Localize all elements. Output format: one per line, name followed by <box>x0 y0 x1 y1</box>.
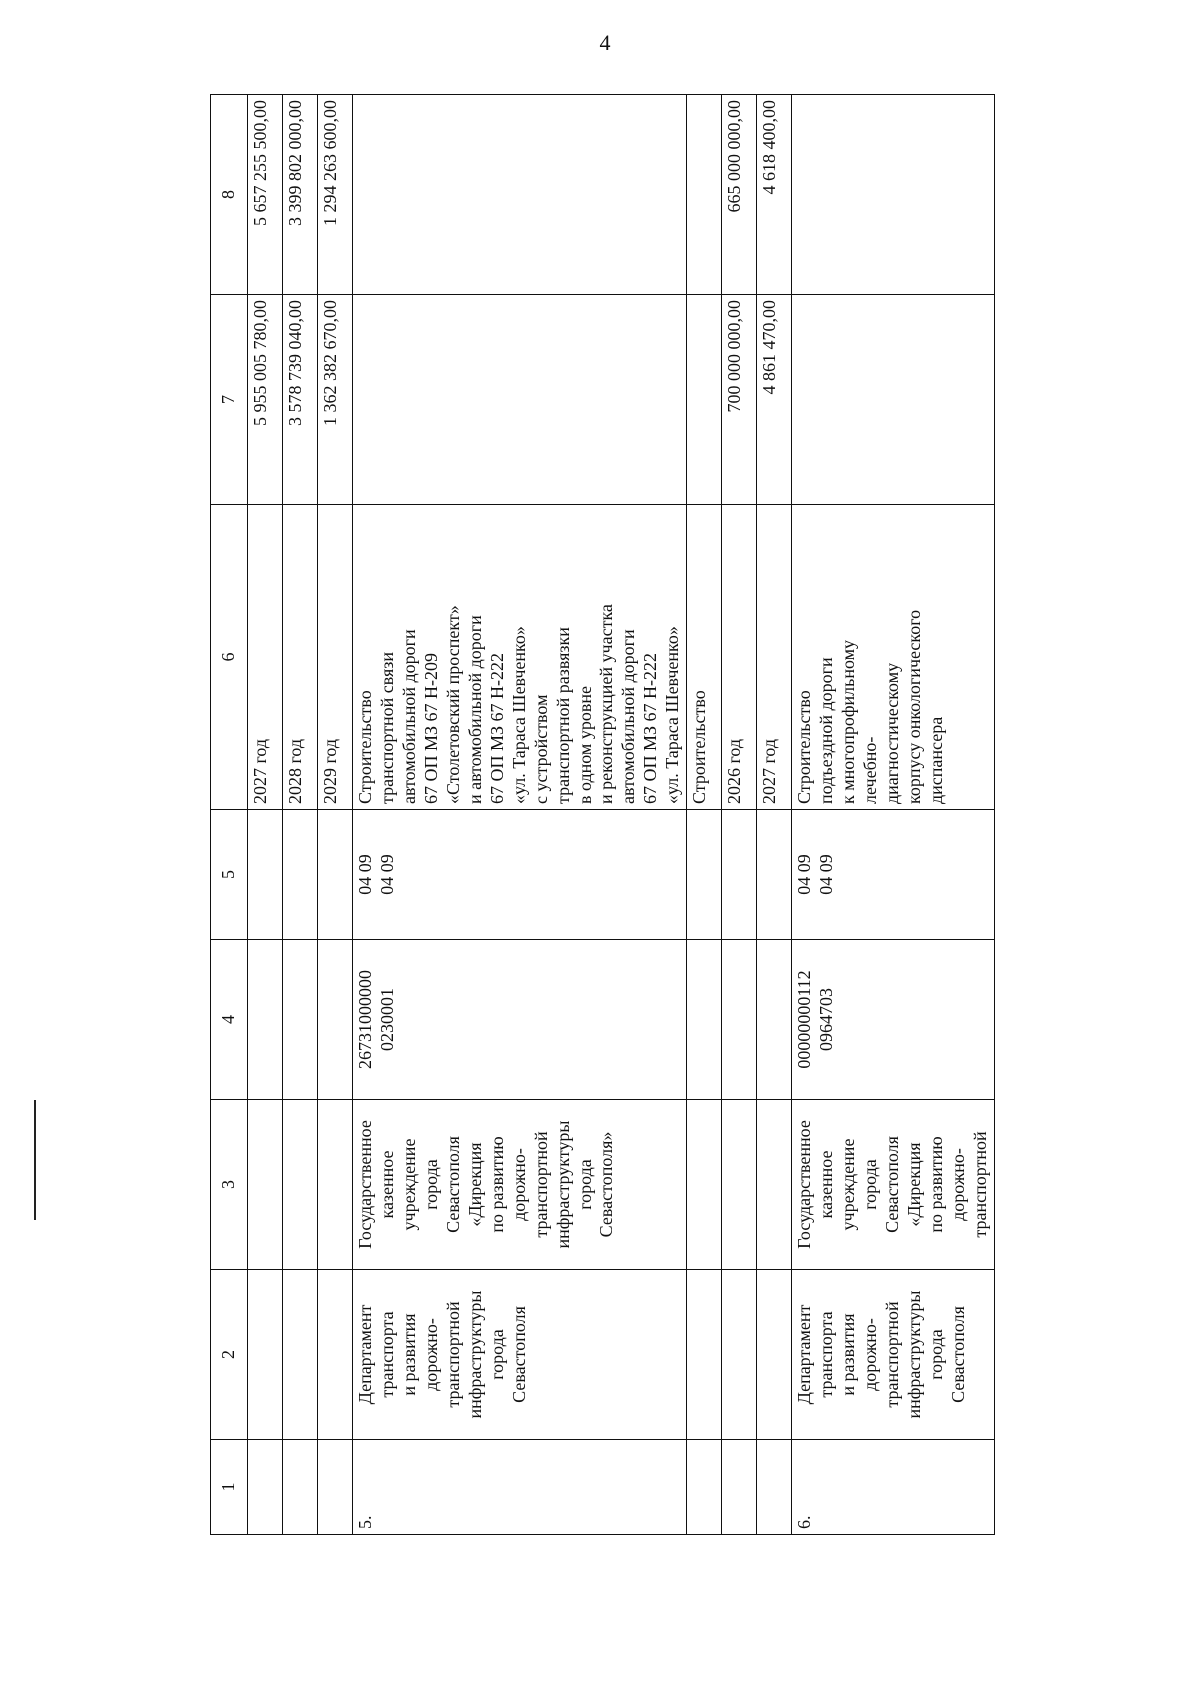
col-header-3: 3 <box>211 1100 248 1270</box>
amount-col8: 4 618 400,00 <box>757 95 792 295</box>
table-row <box>722 95 757 1535</box>
year-label: 2026 год <box>722 505 757 810</box>
budget-table <box>210 94 995 1535</box>
department-cell: Департамент транспорта и развития дорожно- транспортной инфраструктуры города Севастополя <box>792 1270 995 1440</box>
amount-col8: 1 294 263 600,00 <box>318 95 353 295</box>
col-header-2: 2 <box>211 1270 248 1440</box>
amount-col8: 665 000 000,00 <box>722 95 757 295</box>
stage-label: Строительство <box>687 505 722 810</box>
year-label: 2029 год <box>318 505 353 810</box>
department-cell: Департамент транспорта и развития дорожно- транспортной инфраструктуры города Севастополя <box>353 1270 687 1440</box>
amount-col8: 5 657 255 500,00 <box>248 95 283 295</box>
amount-col7: 3 578 739 040,00 <box>283 295 318 505</box>
rotated-table-wrapper <box>210 95 1110 1535</box>
margin-mark <box>34 1100 36 1220</box>
entry-number: 6. <box>792 1440 995 1535</box>
table-row <box>318 95 353 1535</box>
table-row <box>353 95 687 1535</box>
description-cell: Строительство подъездной дороги к многопрофильному лечебно- диагностическому корпусу онкологического диспансера <box>792 505 995 810</box>
object-code-cell: 26731000000 0230001 <box>353 940 687 1100</box>
year-label: 2027 год <box>757 505 792 810</box>
amount-col8: 3 399 802 000,00 <box>283 95 318 295</box>
col-header-8: 8 <box>211 95 248 295</box>
year-label: 2027 год <box>248 505 283 810</box>
col-header-1: 1 <box>211 1440 248 1535</box>
col-header-6: 6 <box>211 505 248 810</box>
table-row <box>757 95 792 1535</box>
col-header-5: 5 <box>211 810 248 940</box>
description-cell: Строительство транспортной связи автомобильной дороги 67 ОП МЗ 67 Н-209 «Столетовский проспект» и автомобильной дороги 67 ОП МЗ 67 Н-222 «ул. Тараса Шевченко» с устройством транспортной развязки в одном уровне и реконструкцией участка автомобильной дороги 67 ОП МЗ 67 Н-222 «ул. Тараса Шевченко» <box>353 505 687 810</box>
object-code-cell: 00000000112 0964703 <box>792 940 995 1100</box>
entry-number: 5. <box>353 1440 687 1535</box>
col-header-4: 4 <box>211 940 248 1100</box>
table-stage <box>210 95 1110 1535</box>
year-label: 2028 год <box>283 505 318 810</box>
table-row <box>792 95 995 1535</box>
table-row <box>687 95 722 1535</box>
section-code-cell: 04 09 04 09 <box>792 810 995 940</box>
table-row <box>248 95 283 1535</box>
amount-col7: 4 861 470,00 <box>757 295 792 505</box>
col-header-7: 7 <box>211 295 248 505</box>
header-row <box>211 95 248 1535</box>
amount-col7: 5 955 005 780,00 <box>248 295 283 505</box>
organization-cell: Государственное казенное учреждение города Севастополя «Дирекция по развитию дорожно- транспортной <box>792 1100 995 1270</box>
section-code-cell: 04 09 04 09 <box>353 810 687 940</box>
table-row <box>283 95 318 1535</box>
amount-col7: 1 362 382 670,00 <box>318 295 353 505</box>
page-number: 4 <box>599 30 611 55</box>
organization-cell: Государственное казенное учреждение города Севастополя «Дирекция по развитию дорожно- транспортной инфраструктуры города Севастополя» <box>353 1100 687 1270</box>
amount-col7: 700 000 000,00 <box>722 295 757 505</box>
